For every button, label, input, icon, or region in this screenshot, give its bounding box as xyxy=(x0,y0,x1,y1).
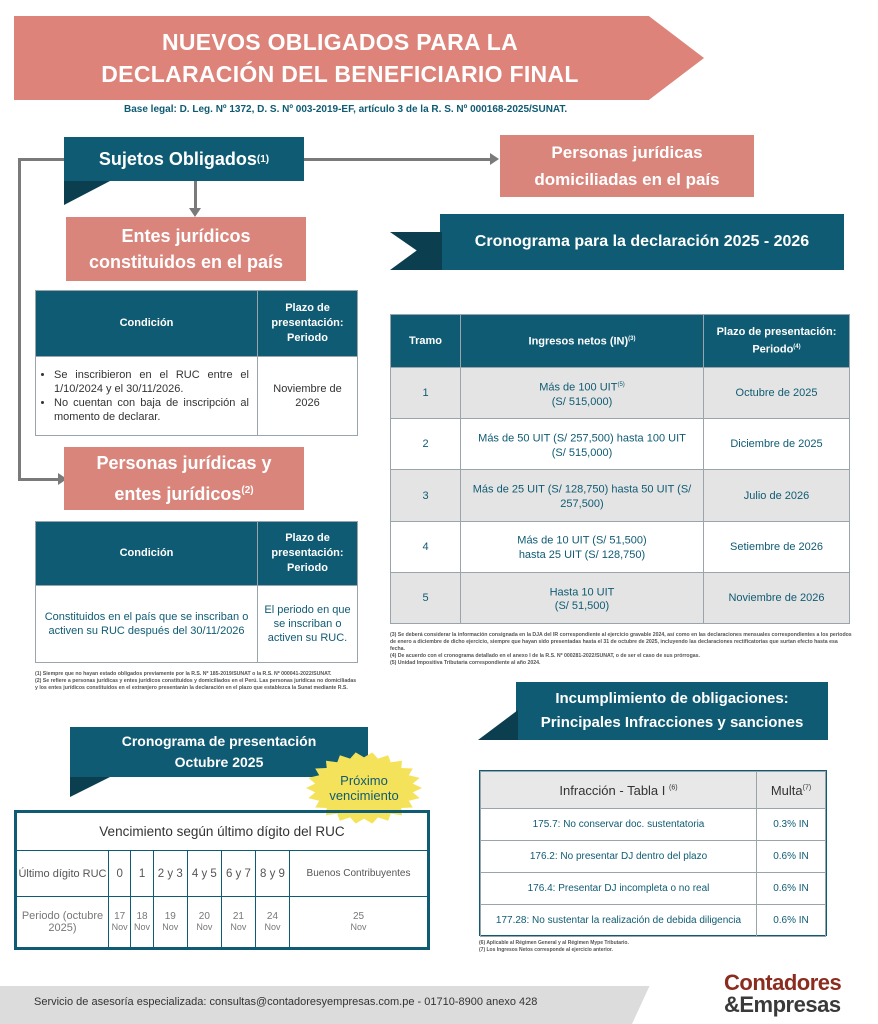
arrow-down-icon xyxy=(189,208,201,217)
footnote-7: (7) Los Ingresos Netos corresponde al ejercicio anterior. xyxy=(479,947,613,953)
incumplimiento-line1: Incumplimiento de obligaciones: xyxy=(555,690,789,707)
entes-line1: Entes jurídicos xyxy=(121,226,251,246)
row-label-digito: Último dígito RUC xyxy=(17,851,109,897)
ingresos-cell: Más de 50 UIT (S/ 257,500) hasta 100 UIT (S/ 515,000) xyxy=(461,419,704,470)
digit-cell: 1 xyxy=(131,851,153,897)
day-number: 19 xyxy=(164,911,176,922)
day-month: Nov xyxy=(230,922,247,932)
day-cell xyxy=(131,897,153,948)
digit-cell: 4 y 5 xyxy=(187,851,221,897)
infraccion-cell: 177.28: No sustentar la realización de debida diligencia xyxy=(481,905,757,937)
footnote-3: (3) Se deberá considerar la información consignada en la DJA del IR correspondiente al ejercicio gravable 2024, así como en las declaraciones mensuales correspondientes a los periodos de enero a diciembre de dicho ejercicio, siempre que hayan sido presentadas hasta el 31 de octubre de 2025, incluyendo las declaraciones rectificatorias que surtan efecto hasta esa fecha. xyxy=(390,632,852,652)
entes-line2: constituidos en el país xyxy=(88,252,284,272)
sujetos-obligados-box xyxy=(64,137,304,181)
col-tramo: Tramo xyxy=(391,315,461,368)
table-row xyxy=(481,809,826,841)
table-row xyxy=(481,873,826,905)
proximo-vencimiento-badge xyxy=(313,768,415,808)
connector-line xyxy=(302,158,492,161)
day-month: Nov xyxy=(196,922,213,932)
infraccion-cell: 176.2: No presentar DJ dentro del plazo xyxy=(481,841,757,873)
footer-contact-text: Servicio de asesoría especializada: consultas@contadoresyempresas.com.pe - 01710-8900 anexo 428 xyxy=(34,996,538,1008)
vencimiento-header: Vencimiento según último dígito del RUC xyxy=(17,813,428,851)
table-row xyxy=(391,572,850,623)
digit-cell: Buenos Contribuyentes xyxy=(290,851,428,897)
tramo-cell: 2 xyxy=(391,419,461,470)
ingresos-cell: Más de 25 UIT (S/ 128,750) hasta 50 UIT (S/ 257,500) xyxy=(461,470,704,521)
day-number: 17 xyxy=(114,911,126,922)
digit-cell: 0 xyxy=(109,851,131,897)
multa-cell: 0.3% IN xyxy=(757,809,826,841)
pj-entes-line1: Personas jurídicas y xyxy=(96,453,272,473)
connector-line xyxy=(18,158,68,161)
digit-cell: 2 y 3 xyxy=(153,851,187,897)
col-ingresos: Ingresos netos (IN)$^{(3)}$ xyxy=(461,315,704,368)
incumplimiento-line2: Principales Infracciones y sanciones xyxy=(540,714,804,731)
table-row xyxy=(481,905,826,937)
logo-line1: Contadores xyxy=(724,970,842,995)
row-label-periodo: Periodo (octubre 2025) xyxy=(17,897,109,948)
col-plazo: Plazo de presentación: Periodo xyxy=(258,291,358,357)
plazo-cell: Diciembre de 2025 xyxy=(704,419,850,470)
condition-table-2 xyxy=(35,521,358,663)
tramos-table xyxy=(390,314,850,624)
footnote-4: (4) De acuerdo con el cronograma detallado en el anexo I de la R.S. Nº 000281-2022/SUNAT, o de ser el caso de sus prórrogas. xyxy=(390,653,700,659)
day-month: Nov xyxy=(111,922,128,932)
ingresos-cell: Más de 10 UIT (S/ 51,500) hasta 25 UIT (S/ 128,750) xyxy=(461,521,704,572)
bullet-item: • No cuentan con baja de inscripción al momento de declarar. xyxy=(54,396,249,424)
condicion-cell: Constituidos en el país que se inscriban o activen su RUC después del 30/11/2026 xyxy=(36,586,258,663)
footnote-1: (1) Siempre que no hayan estado obligados previamente por la R.S. Nº 185-2019/SUNAT o la R.S. Nº 000041-2022/SUNAT. xyxy=(35,671,332,677)
pj-entes-line2: entes jurídicos xyxy=(114,484,242,504)
day-number: 18 xyxy=(136,911,148,922)
cronograma-oct-line1: Cronograma de presentación xyxy=(121,733,317,749)
col-plazo: Plazo de presentación: Periodo$^{(4)}$ xyxy=(704,315,850,368)
tramo-cell: 4 xyxy=(391,521,461,572)
bullet-item: • Se inscribieron en el RUC entre el 1/10/2024 y el 30/11/2026. xyxy=(54,368,249,396)
badge-line2: vencimiento xyxy=(329,788,399,803)
pj-dom-line1: Personas jurídicas xyxy=(551,143,703,162)
col-plazo: Plazo de presentación: Periodo xyxy=(258,522,358,586)
plazo-cell: Setiembre de 2026 xyxy=(704,521,850,572)
table-row xyxy=(391,521,850,572)
day-cell xyxy=(187,897,221,948)
ingresos-cell: Hasta 10 UIT (S/ 51,500) xyxy=(461,572,704,623)
entes-juridicos-box xyxy=(66,217,306,281)
footnotes-t4 xyxy=(479,940,827,954)
legal-base: Base legal: D. Leg. Nº 1372, D. S. Nº 003-2019-EF, artículo 3 de la R. S. Nº 000168-2025/SUNAT. xyxy=(124,104,568,115)
col-infraccion: Infracción - Tabla I $^{(6)}$ xyxy=(481,772,757,809)
condicion-cell xyxy=(36,357,258,436)
day-month: Nov xyxy=(134,922,151,932)
connector-line xyxy=(18,478,60,481)
pj-entes-sup: (2) xyxy=(241,485,254,496)
title-line2: DECLARACIÓN DEL BENEFICIARIO FINAL xyxy=(101,61,579,87)
day-cell xyxy=(221,897,255,948)
infracciones-table xyxy=(479,770,827,936)
table-row xyxy=(391,470,850,521)
tramo-cell: 1 xyxy=(391,368,461,419)
pj-dom-line2: domiciliadas en el país xyxy=(534,170,720,189)
vencimiento-table xyxy=(14,810,430,950)
page-title xyxy=(60,26,620,90)
badge-line1: Próximo xyxy=(340,773,388,788)
tramo-cell: 5 xyxy=(391,572,461,623)
ribbon-fold xyxy=(64,181,110,205)
arrow-right-icon xyxy=(490,153,499,165)
footnotes-left xyxy=(35,671,360,692)
day-cell xyxy=(109,897,131,948)
condition-table-1 xyxy=(35,290,358,436)
day-cell xyxy=(290,897,428,948)
table-row xyxy=(391,419,850,470)
digit-cell: 8 y 9 xyxy=(255,851,289,897)
tramo-cell: 3 xyxy=(391,470,461,521)
plazo-cell: El periodo en que se inscriban o activen su RUC. xyxy=(258,586,358,663)
footnotes-right xyxy=(390,632,852,667)
sujetos-label: Sujetos Obligados xyxy=(98,148,257,169)
sujetos-sup: (1) xyxy=(256,153,270,165)
cronograma-2025-box xyxy=(440,214,844,270)
plazo-cell: Noviembre de 2026 xyxy=(704,572,850,623)
table-row xyxy=(391,368,850,419)
day-month: Nov xyxy=(162,922,179,932)
infraccion-cell: 176.4: Presentar DJ incompleta o no real xyxy=(481,873,757,905)
day-number: 25 xyxy=(352,911,365,922)
multa-cell: 0.6% IN xyxy=(757,841,826,873)
plazo-cell: Noviembre de 2026 xyxy=(258,357,358,436)
day-cell xyxy=(153,897,187,948)
footnote-2: (2) Se refiere a personas jurídicas y entes jurídicos constituidos y domiciliados en el Perú. Las personas jurídicas no domiciliadas y los entes jurídicos constituidos en el extranjero presentarán la declaración en el plazo que establezca la Sunat mediante R.S. xyxy=(35,678,357,691)
day-number: 20 xyxy=(198,911,210,922)
plazo-cell: Julio de 2026 xyxy=(704,470,850,521)
ingresos-cell: Más de 100 UIT$^{(5)}$ (S/ 515,000) xyxy=(461,368,704,419)
day-cell xyxy=(255,897,289,948)
table-row xyxy=(481,841,826,873)
col-condicion: Condición xyxy=(36,291,258,357)
footnote-5: (5) Unidad Impositiva Tributaria correspondiente al año 2024. xyxy=(390,660,541,666)
digit-cell: 6 y 7 xyxy=(221,851,255,897)
multa-cell: 0.6% IN xyxy=(757,905,826,937)
day-month: Nov xyxy=(264,922,281,932)
day-number: 24 xyxy=(266,911,279,922)
infraccion-cell: 175.7: No conservar doc. sustentatoria xyxy=(481,809,757,841)
cronograma-oct-line2: Octubre 2025 xyxy=(174,754,264,770)
col-condicion: Condición xyxy=(36,522,258,586)
ribbon-fold xyxy=(70,777,110,797)
col-multa: Multa$^{(7)}$ xyxy=(757,772,826,809)
multa-cell: 0.6% IN xyxy=(757,873,826,905)
footnote-6: (6) Aplicable al Régimen General y al Régimen Mype Tributario. xyxy=(479,940,629,946)
connector-line xyxy=(194,180,197,210)
day-number: 21 xyxy=(232,911,244,922)
incumplimiento-box xyxy=(516,682,828,740)
cronograma-2025-label: Cronograma para la declaración 2025 - 2026 xyxy=(474,233,810,250)
logo-line2: &Empresas xyxy=(724,992,841,1017)
plazo-cell: Octubre de 2025 xyxy=(704,368,850,419)
pj-entes-box xyxy=(64,447,304,510)
ribbon-fold xyxy=(478,710,518,740)
connector-line xyxy=(18,158,21,480)
pj-domiciliadas-box xyxy=(500,135,754,197)
day-month: Nov xyxy=(350,922,367,932)
title-line1: NUEVOS OBLIGADOS PARA LA xyxy=(161,29,519,55)
